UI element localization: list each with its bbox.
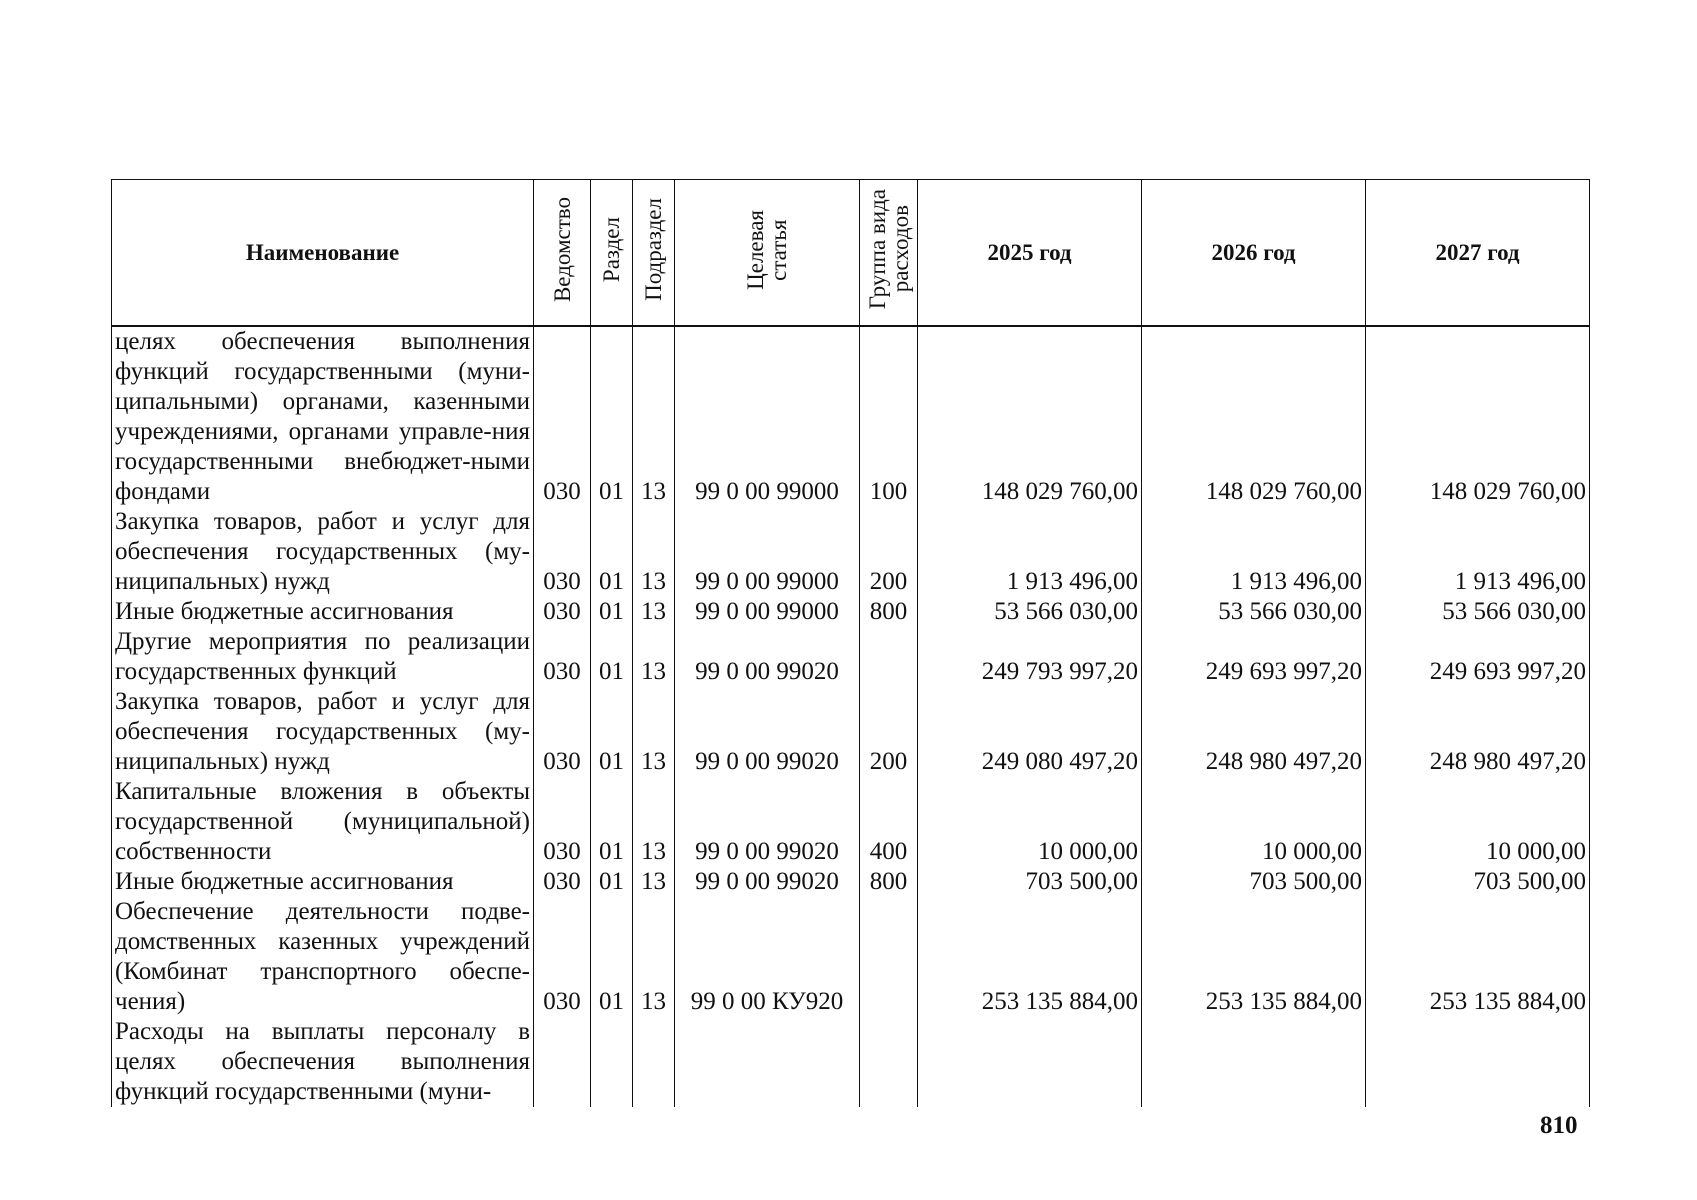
header-dept-label: Ведомство: [549, 196, 575, 303]
row-group: [860, 897, 918, 1017]
row-group: 200: [860, 507, 918, 597]
row-group: 800: [860, 597, 918, 627]
row-dept: 030: [534, 687, 591, 777]
table-row: [112, 326, 1590, 507]
row-dept: 030: [534, 507, 591, 597]
header-subsection: [633, 180, 675, 327]
row-subsection: 13: [633, 326, 675, 507]
row-section: 01: [591, 507, 633, 597]
table-row: [112, 507, 1590, 597]
row-section: 01: [591, 627, 633, 687]
table-row: [112, 687, 1590, 777]
row-dept: [534, 1017, 591, 1107]
row-2025: 53 566 030,00: [918, 597, 1142, 627]
row-subsection: 13: [633, 897, 675, 1017]
header-group-label: [866, 189, 912, 309]
row-target: 99 0 00 99000: [675, 597, 860, 627]
row-subsection: 13: [633, 597, 675, 627]
row-section: 01: [591, 597, 633, 627]
row-2026: 1 913 496,00: [1142, 507, 1366, 597]
header-section: [591, 180, 633, 327]
row-name: Другие мероприятия по реализации государственных функций: [112, 627, 534, 687]
row-2027: 249 693 997,20: [1366, 627, 1590, 687]
row-2025: 253 135 884,00: [918, 897, 1142, 1017]
row-dept: 030: [534, 597, 591, 627]
row-dept: 030: [534, 897, 591, 1017]
row-subsection: 13: [633, 867, 675, 897]
row-2025: 10 000,00: [918, 777, 1142, 867]
header-dept: [534, 180, 591, 327]
row-dept: 030: [534, 627, 591, 687]
row-target: 99 0 00 99020: [675, 687, 860, 777]
header-2027: 2027 год: [1366, 180, 1590, 327]
row-group: 400: [860, 777, 918, 867]
row-2027: 1 913 496,00: [1366, 507, 1590, 597]
header-target-line2: статья: [766, 218, 791, 281]
row-2026: 148 029 760,00: [1142, 326, 1366, 507]
row-2027: 248 980 497,20: [1366, 687, 1590, 777]
row-dept: 030: [534, 867, 591, 897]
header-target-line1: Целевая: [743, 209, 768, 290]
row-dept: 030: [534, 777, 591, 867]
row-target: 99 0 00 99000: [675, 326, 860, 507]
row-2027: 10 000,00: [1366, 777, 1590, 867]
row-group: 800: [860, 867, 918, 897]
row-2025: 703 500,00: [918, 867, 1142, 897]
table-row: [112, 1017, 1590, 1107]
row-subsection: 13: [633, 627, 675, 687]
row-section: [591, 1017, 633, 1107]
budget-table: [111, 179, 1590, 1107]
header-group-line2: расходов: [887, 205, 913, 294]
header-group-line1: Группа вида: [864, 189, 890, 310]
header-target-label: [744, 210, 790, 290]
row-2027: 703 500,00: [1366, 867, 1590, 897]
row-2026: 53 566 030,00: [1142, 597, 1366, 627]
row-subsection: [633, 1017, 675, 1107]
table-row: [112, 867, 1590, 897]
row-2027: 148 029 760,00: [1366, 326, 1590, 507]
row-name: Расходы на выплаты персоналу в целях обеспечения выполнения функций государственными (муни-: [112, 1017, 534, 1107]
header-subsection-label: Подраздел: [641, 198, 666, 301]
row-2026: 253 135 884,00: [1142, 897, 1366, 1017]
row-name: Иные бюджетные ассигнования: [112, 867, 534, 897]
row-section: 01: [591, 867, 633, 897]
header-section-label: Раздел: [599, 216, 624, 283]
row-group: 100: [860, 326, 918, 507]
row-group: [860, 627, 918, 687]
row-2025: 148 029 760,00: [918, 326, 1142, 507]
row-name: Закупка товаров, работ и услуг для обеспечения государственных (му-ниципальных) нужд: [112, 687, 534, 777]
table-row: [112, 897, 1590, 1017]
row-subsection: 13: [633, 777, 675, 867]
row-name: целях обеспечения выполнения функций государственными (муни-ципальными) органами, казенными учреждениями, органами управле-ния государственными внебюджет-ными фондами: [112, 326, 534, 507]
row-2026: 248 980 497,20: [1142, 687, 1366, 777]
row-target: 99 0 00 99000: [675, 507, 860, 597]
row-group: [860, 1017, 918, 1107]
row-2026: 249 693 997,20: [1142, 627, 1366, 687]
row-dept: 030: [534, 326, 591, 507]
table-row: [112, 627, 1590, 687]
row-group: 200: [860, 687, 918, 777]
row-section: 01: [591, 897, 633, 1017]
row-2027: 53 566 030,00: [1366, 597, 1590, 627]
row-2026: 703 500,00: [1142, 867, 1366, 897]
row-2027: [1366, 1017, 1590, 1107]
row-subsection: 13: [633, 687, 675, 777]
row-target: 99 0 00 КУ920: [675, 897, 860, 1017]
row-name: Закупка товаров, работ и услуг для обеспечения государственных (му-ниципальных) нужд: [112, 507, 534, 597]
header-group: [860, 180, 918, 327]
row-name: Обеспечение деятельности подве-домственных казенных учреждений (Комбинат транспортного обеспе-чения): [112, 897, 534, 1017]
row-section: 01: [591, 326, 633, 507]
row-2026: 10 000,00: [1142, 777, 1366, 867]
header-name: Наименование: [112, 180, 534, 327]
header-2026: 2026 год: [1142, 180, 1366, 327]
row-2026: [1142, 1017, 1366, 1107]
row-subsection: 13: [633, 507, 675, 597]
header-2025: 2025 год: [918, 180, 1142, 327]
header-target: [675, 180, 860, 327]
row-section: 01: [591, 687, 633, 777]
row-2025: 249 793 997,20: [918, 627, 1142, 687]
table-row: [112, 597, 1590, 627]
row-name: Иные бюджетные ассигнования: [112, 597, 534, 627]
table-header-row: [112, 180, 1590, 327]
row-target: 99 0 00 99020: [675, 777, 860, 867]
row-name: Капитальные вложения в объекты государственной (муниципальной) собственности: [112, 777, 534, 867]
row-2025: 249 080 497,20: [918, 687, 1142, 777]
table-row: [112, 777, 1590, 867]
row-target: 99 0 00 99020: [675, 867, 860, 897]
row-2025: [918, 1017, 1142, 1107]
row-2027: 253 135 884,00: [1366, 897, 1590, 1017]
row-target: 99 0 00 99020: [675, 627, 860, 687]
row-2025: 1 913 496,00: [918, 507, 1142, 597]
row-target: [675, 1017, 860, 1107]
page-number: 810: [1540, 1112, 1578, 1139]
row-section: 01: [591, 777, 633, 867]
